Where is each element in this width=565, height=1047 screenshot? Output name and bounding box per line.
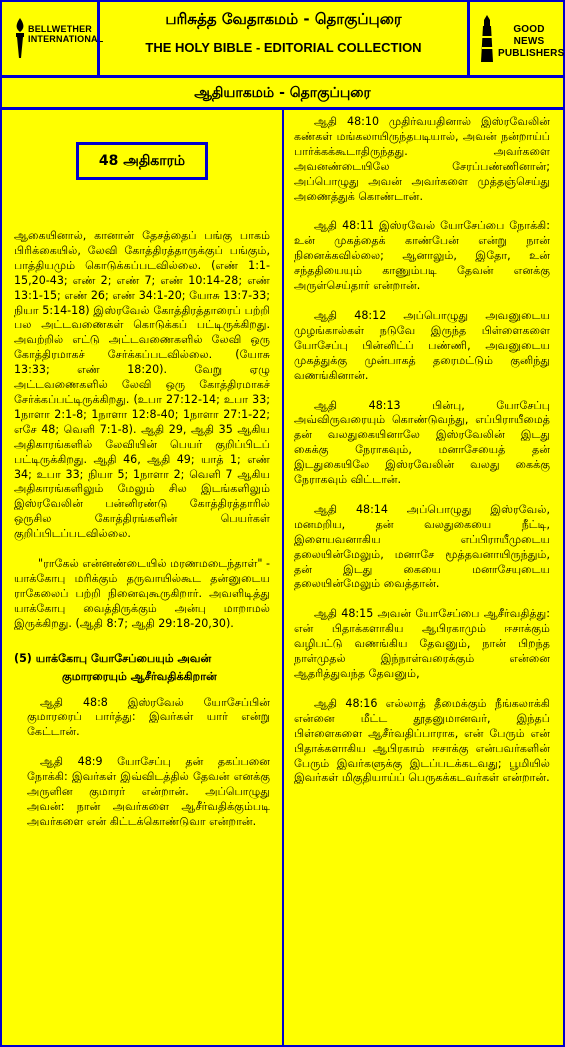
- right-column: [294, 115, 550, 801]
- left-verses: [14, 696, 270, 830]
- verse-48-15: ஆதி 48:15 அவன் யோசேப்பை ஆசீர்வதித்து: என் பிதாக்களாகிய ஆபிரகாமும் ஈசாக்கும் வழிபட்டு வணங்கிய தேவனும், நான் பிறந்த நாள்முதல் இந்நாள்வரைக்கும் என்னை ஆதரித்துவந்த தேவனும்,: [294, 607, 550, 680]
- verse-48-12: ஆதி 48:12 அப்பொழுது அவனுடைய முழங்கால்கள் நடுவே இருந்த பிள்ளைகளை யோசேப்பு பின்னிட்ப் பண்ணி, அவனுடைய முகத்துக்கு முன்பாகத் தரைமட்டும் குனிந்து வணங்கினான்.: [294, 308, 550, 382]
- verse-48-8: ஆதி 48:8 இஸ்ரவேல் யோசேப்பின் குமாரரைப் பார்த்து: இவர்கள் யார் என்று கேட்டான்.: [27, 695, 270, 739]
- lighthouse-icon: [478, 14, 496, 64]
- title-english: THE HOLY BIBLE - EDITORIAL COLLECTION: [145, 40, 422, 55]
- chapter-box: [76, 142, 208, 180]
- rachel-paragraph: "ராகேல் என்னண்டையில் மரணமடைந்தாள்" - யாக்கோபு மரிக்கும் தருவாயில்கூட தன்னுடைய ராகேலைப் பற்றி நினைவுகூருகிறார். அவளிடித்து யாக்கோபு வைத்திருக்கும் அன்பு மாறாமல் இருக்கிறது. (ஆதி 8:7; ஆதி 29:18-20,30).: [14, 557, 270, 630]
- section-heading-line2: குமாரரையும் ஆசீர்வதிக்கிறான்: [62, 669, 217, 683]
- good-news-logo-text: GOOD NEWS PUBLISHERS: [498, 24, 565, 59]
- verse-48-16: ஆதி 48:16 எல்லாத் தீமைக்கும் நீங்கலாக்கி என்னை மீட்ட தூதனுமானவர், இந்தப் பிள்ளைகளை ஆசீர்வதிப்பாராக, என் பேரும் என் பிதாக்களாகிய ஆபிரகாம் ஈசாக்கு என்பவர்களின் பேரும் இவர்களுக்கு இடப்படக்கடவது; பூமியில் இவர்கள் மிகுதியாய்ப் பெருகக்கடவர்கள் என்றான்.: [294, 696, 550, 785]
- book-title: ஆதியாகமம் - தொகுப்புரை: [194, 85, 371, 101]
- verse-48-10: ஆதி 48:10 முதிர்வயதினால் இஸ்ரவேலின் கண்கள் மங்கலாயிருந்தபடியால், அவன் நன்றாய்ப் பார்க்கக்கூடாதிருந்தது. அவர்களை அவனண்டையிலே சேரப்பண்ணினான்; அப்பொழுது அவன் அவர்களை முத்தஞ்செய்து அணைத்துக் கொண்டான்.: [294, 115, 550, 203]
- chapter-label: 48 அதிகாரம்: [98, 153, 186, 169]
- verse-48-9: ஆதி 48:9 யோசேப்பு தன் தகப்பனை நோக்கி: இவர்கள் இவ்விடத்தில் தேவன் எனக்கு அருளின குமாரர் என்றான். அப்பொழுது அவன்: நான் அவர்களை ஆசீர்வதிக்கும்படி அவர்களை என் கிட்டக்கொண்டுவா என்றான்.: [27, 755, 270, 828]
- bellwether-logo: [0, 0, 104, 77]
- torch-icon: [10, 16, 30, 60]
- section-heading: [14, 650, 270, 686]
- verse-48-13: ஆதி 48:13 பின்பு, யோசேப்பு அவ்விருவரையும் கொண்டுவந்து, எப்பிராயீமைத் தன் வலதுகையினாலே இஸ்ரவேலின் இடது கைக்கு நேராகவும், மனாசேயைத் தன் இடதுகையிலே இஸ்ரவேலின் வலது கைக்கு நேராகவும் விட்டான்.: [294, 398, 550, 487]
- good-news-logo: [468, 0, 565, 77]
- book-title-bar: [0, 76, 565, 109]
- verse-48-11: ஆதி 48:11 இஸ்ரவேல் யோசேப்பை நோக்கி: உன் முகத்தைக் காண்பேன் என்று நான் நினைக்கவில்லை; ஆனாலும், இதோ, உன் சந்ததியையும் காணும்படி தேவன் எனக்கு அருள்செய்தார் என்றான்.: [294, 219, 550, 293]
- left-column: [14, 142, 270, 845]
- bellwether-logo-text: BELLWETHER INTERNATIONAL: [28, 24, 104, 44]
- title-tamil: பரிசுத்த வேதாகமம் - தொகுப்புரை: [165, 10, 402, 28]
- section-heading-line1: (5) யாக்கோபு யோசேப்பையும் அவன்: [14, 651, 212, 665]
- verse-48-14: ஆதி 48:14 அப்பொழுது இஸ்ரவேல், மனமறிய, தன் வலதுகையை நீட்டி, இளையவனாகிய எப்பிராயீமுடைய தலையின்மேலும், மனாசே மூத்தவனாயிருந்தும், தன் இடது கையை மனாசேயுடைய தலையின்மேலும் வைத்தான்.: [294, 502, 550, 591]
- intro-paragraph: ஆகையினால், கானான் தேசத்தைப் பங்கு பாகம் பிரிக்கையில், லேவி கோத்திரத்தாருக்குப் பங்கும், பாத்தியமும் கொடுக்கப்படவில்லை. (எண் 1:1-15,20-43; எண் 2; எண் 7; எண் 10:14-28; எண் 13:1-15; எண் 26; எண் 34:1-20; யோசு 13:7-33; நியா 5:14-18) இஸ்ரவேல் கோத்திரத்தாரைப் பற்றி பல அட்டவணைகள் கொடுக்கப் பட்டிருக்கிறது. அவற்றில் எட்டு அட்டவணைகளில் லேவி ஒரு கோத்திரமாகச் சேர்க்கப்படவில்லை. (யோசு 13:33; எண் 18:20). வேறு ஏழு அட்டவணைகளில் லேவி ஒரு கோத்திரமாகச் சேர்க்கப்பட்டிருக்கிறது. (உபா 27:12-14; உபா 33; 1நாளா 2:1-8; 1நாளா 12:8-40; 1நாளா 27:1-22; எசே 48; வெளி 7:1-8). ஆதி 29, ஆதி 35 ஆகிய அதிகாரங்களில் லேவியின் பெயர் குறிப்பிடப் பட்டிருக்கிறது. ஆதி 46, ஆதி 49; யாத் 1; எண் 34; உபா 33; நியா 5; 1நாளா 2; வெளி 7 ஆகிய அதிகாரங்களிலும் மேலும் சில இடங்களிலும் இஸ்ரவேலின் பன்னிரண்டு கோத்திரத்தாரில் ஒருசில கோத்திரங்களின் பெயர்கள் குறிப்பிடப்படவில்லை.: [14, 229, 270, 541]
- header-title-box: [98, 0, 469, 77]
